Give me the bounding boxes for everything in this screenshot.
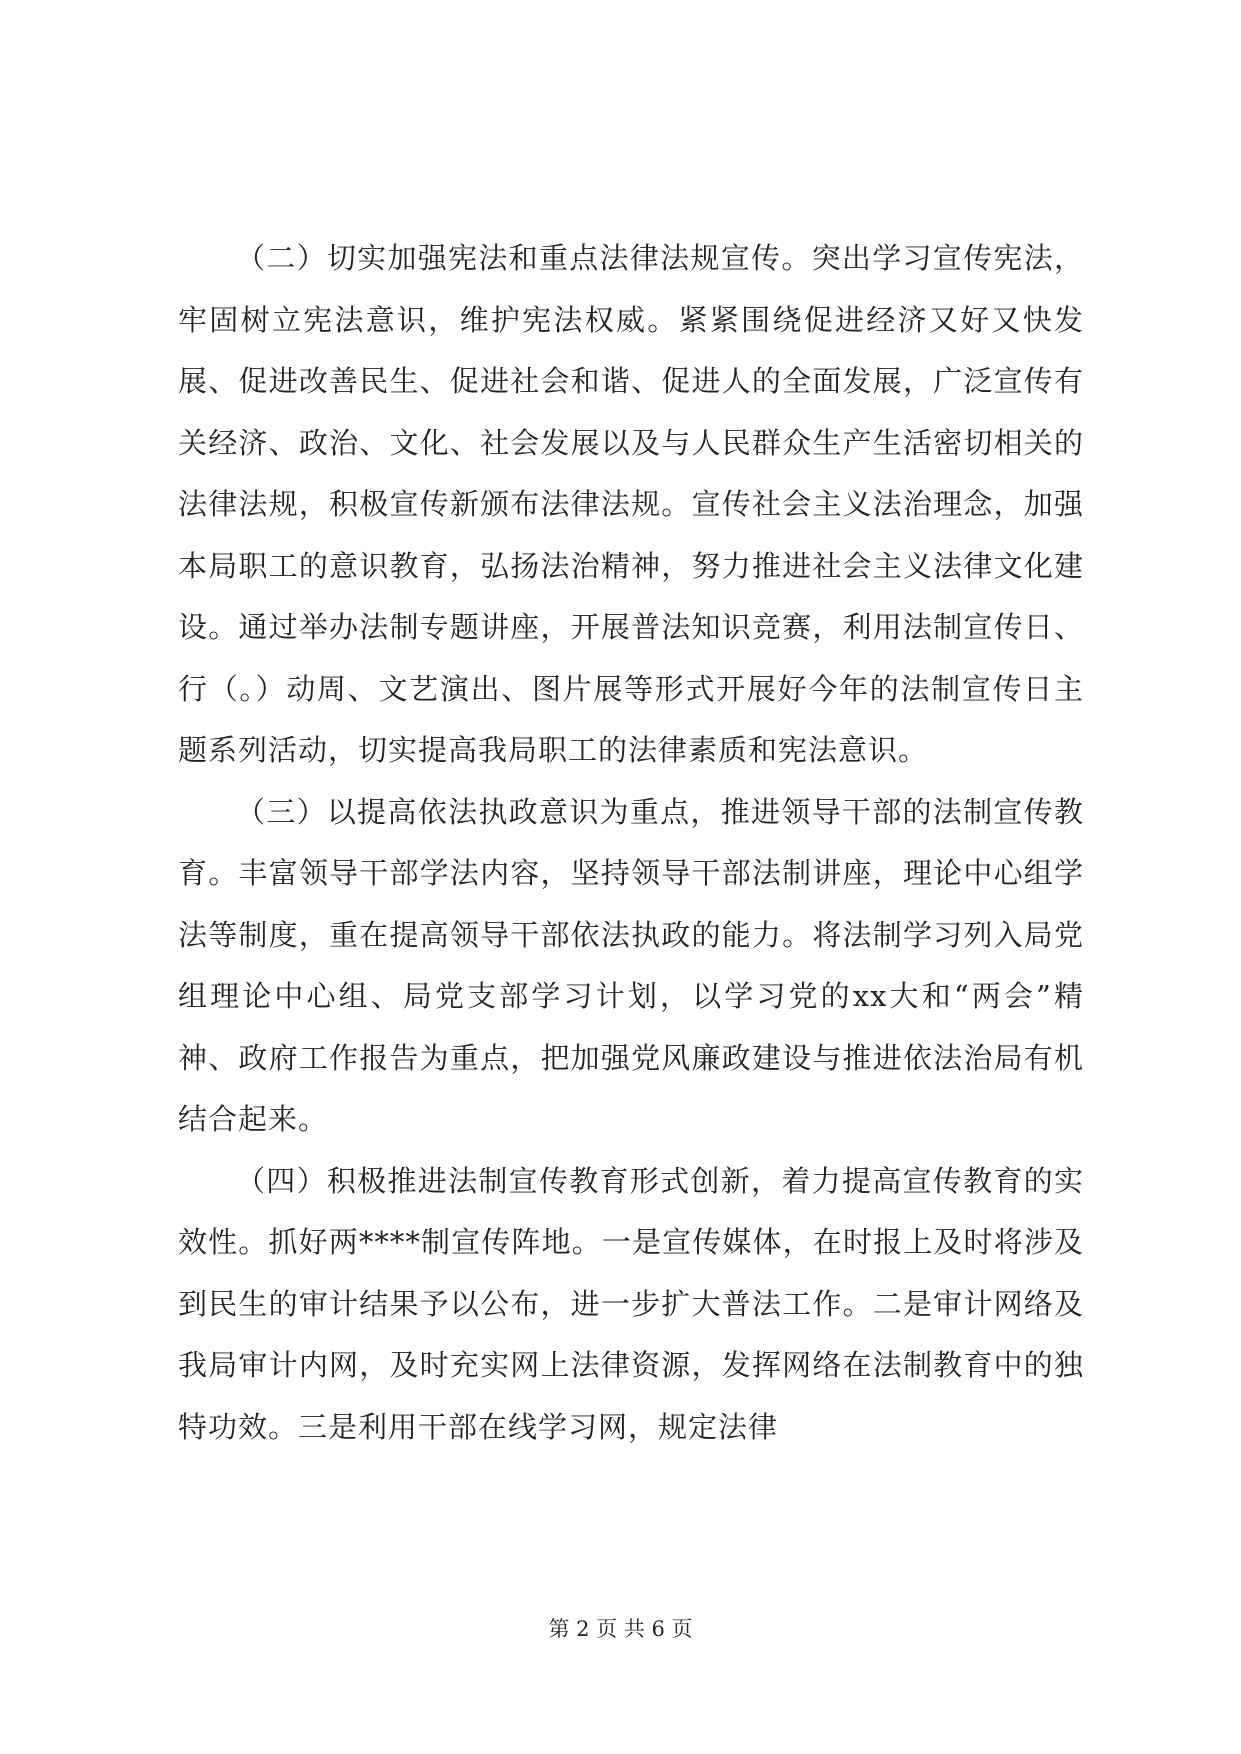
paragraph-section-3: （三）以提高依法执政意识为重点，推进领导干部的法制宣传教育。丰富领导干部学法内容，坚持领导干部法制讲座，理论中心组学法等制度，重在提高领导干部依法执政的能力。将法制学习列入局党组理论中心组、局党支部学习计划，以学习党的xx大和“两会”精神、政府工作报告为重点，把加强党风廉政建设与推进依法治局有机结合起来。 [178, 794, 1084, 1136]
page-number-footer: 第 2 页 共 6 页 [548, 1617, 693, 1641]
document-body [178, 228, 1084, 1458]
paragraph-section-4: （四）积极推进法制宣传教育形式创新，着力提高宣传教育的实效性。抓好两****制宣传阵地。一是宣传媒体，在时报上及时将涉及到民生的审计结果予以公布，进一步扩大普法工作。二是审计网络及我局审计内网，及时充实网上法律资源，发挥网络在法制教育中的独特功效。三是利用干部在线学习网，规定法律 [178, 1163, 1084, 1444]
paragraph-section-2: （二）切实加强宪法和重点法律法规宣传。突出学习宣传宪法，牢固树立宪法意识，维护宪法权威。紧紧围绕促进经济又好又快发展、促进改善民生、促进社会和谐、促进人的全面发展，广泛宣传有关经济、政治、文化、社会发展以及与人民群众生产生活密切相关的法律法规，积极宣传新颁布法律法规。宣传社会主义法治理念，加强本局职工的意识教育，弘扬法治精神，努力推进社会主义法律文化建设。通过举办法制专题讲座，开展普法知识竞赛，利用法制宣传日、行（。）动周、文艺演出、图片展等形式开展好今年的法制宣传日主题系列活动，切实提高我局职工的法律素质和宪法意识。 [178, 241, 1084, 767]
